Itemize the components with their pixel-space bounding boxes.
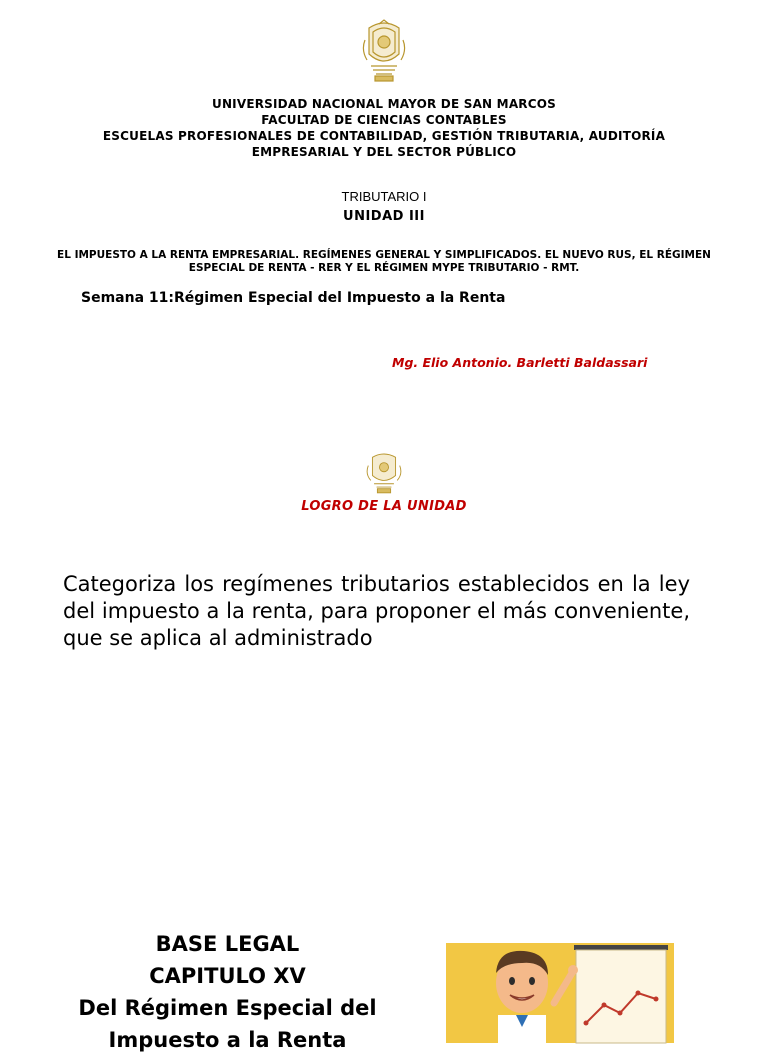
regime-line-2: Impuesto a la Renta (108, 1028, 347, 1052)
legal-basis-slide (0, 860, 768, 1052)
goal-title: LOGRO DE LA UNIDAD (301, 499, 467, 514)
unit-topic: EL IMPUESTO A LA RENTA EMPRESARIAL. REGÍMENES GENERAL Y SIMPLIFICADOS. EL NUEVO RUS, EL RÉGIMEN ESPECIAL DE RENTA - RER Y EL RÉGIMEN MYPE TRIBUTARIO - RMT. (57, 249, 711, 274)
chapter-line: CAPITULO XV (149, 964, 306, 988)
week-title: Semana 11:Régimen Especial del Impuesto a la Renta (81, 290, 506, 306)
schools-name: ESCUELAS PROFESIONALES DE CONTABILIDAD, GESTIÓN TRIBUTARIA, AUDITORÍA EMPRESARIAL Y DEL SECTOR PÚBLICO (102, 129, 666, 159)
unit-name: UNIDAD III (343, 209, 425, 224)
university-name: UNIVERSIDAD NACIONAL MAYOR DE SAN MARCOS (212, 97, 556, 111)
title-slide (0, 0, 768, 430)
regime-line: Del Régimen Especial del (78, 996, 377, 1020)
legal-basis-line: BASE LEGAL (155, 932, 300, 956)
legal-basis-heading (60, 928, 395, 1056)
goal-slide (0, 430, 768, 860)
faculty-name: FACULTAD DE CIENCIAS CONTABLES (261, 113, 507, 127)
university-crest-icon (365, 452, 403, 494)
goal-text: Categoriza los regímenes tributarios establecidos en la ley del impuesto a la renta, para proponer el más conveniente, que se aplica al administrado (63, 572, 690, 650)
author-name: Mg. Elio Antonio. Barletti Baldassari (392, 355, 648, 370)
presenter-chart-illustration (446, 943, 674, 1043)
institution-header (0, 96, 768, 160)
university-crest-icon (361, 20, 407, 82)
course-name: TRIBUTARIO I (341, 189, 427, 204)
